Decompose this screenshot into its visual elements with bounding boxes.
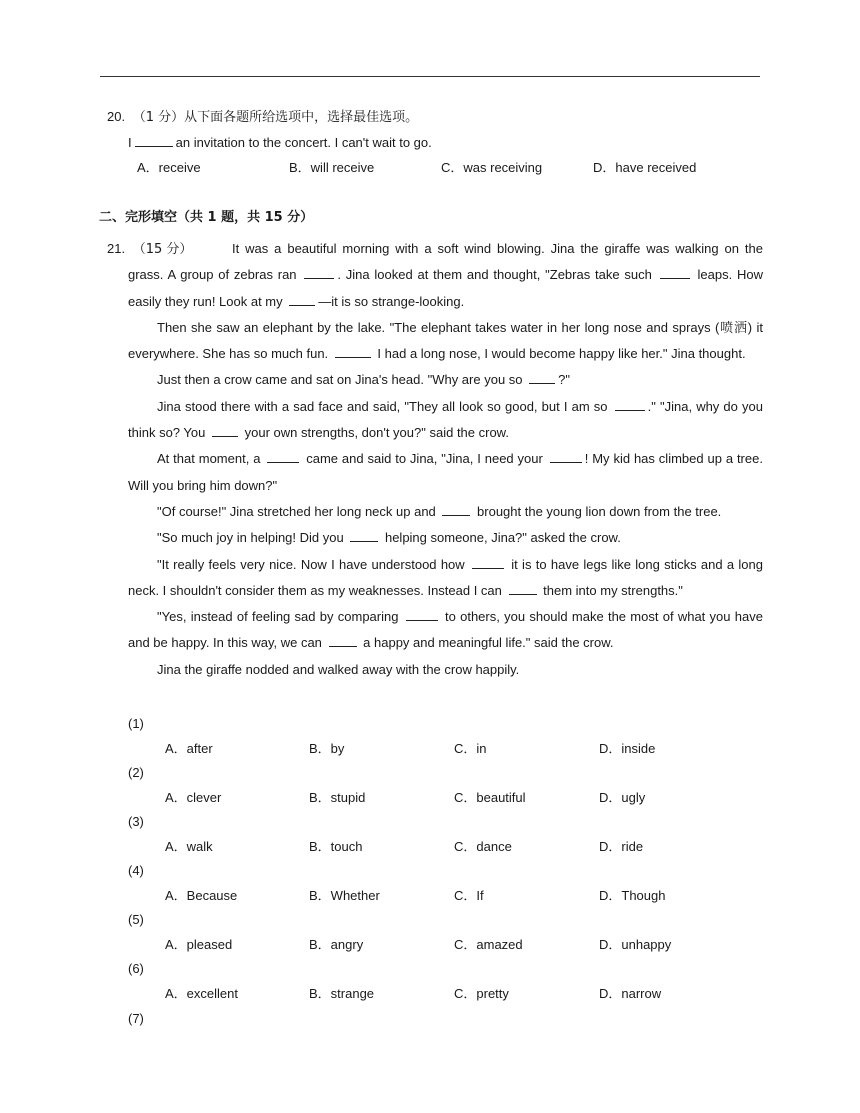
sq4-option-b[interactable]: B．Whether: [309, 888, 380, 903]
sq1-option-a[interactable]: A．after: [165, 741, 213, 756]
passage-text: Jina stood there with a sad face and said, "They all look so good, but I am so: [157, 398, 608, 414]
subquestion-label: (1): [128, 716, 144, 731]
sq2-option-d[interactable]: D．ugly: [599, 790, 646, 805]
header-divider: [100, 76, 760, 77]
passage-paragraph: [128, 394, 763, 447]
blank-7[interactable]: [212, 424, 238, 437]
option-d[interactable]: D．have received: [593, 160, 697, 175]
passage-paragraph: [128, 446, 763, 499]
passage-paragraph: [128, 525, 763, 551]
blank-13[interactable]: [509, 582, 537, 595]
question-20-header: [107, 108, 418, 127]
passage-text: ." "Jina, why do you think so? You: [128, 398, 763, 441]
sq3-option-c[interactable]: C．dance: [454, 839, 512, 854]
blank-14[interactable]: [406, 608, 438, 621]
passage-text: ?": [558, 372, 570, 388]
passage-paragraph: [128, 604, 763, 657]
blank-4[interactable]: [335, 345, 371, 358]
blank-6[interactable]: [615, 398, 645, 411]
sq4-option-d[interactable]: D．Though: [599, 888, 666, 903]
sq1-option-b[interactable]: B．by: [309, 741, 345, 756]
blank-10[interactable]: [442, 503, 470, 516]
question-points: （15 分）: [132, 242, 193, 257]
passage-text: . Jina looked at them and thought, "Zebras take such: [337, 267, 652, 283]
option-c[interactable]: C．was receiving: [441, 160, 543, 175]
sq5-option-a[interactable]: A．pleased: [165, 937, 233, 952]
sq5-option-c[interactable]: C．amazed: [454, 937, 523, 952]
sq2-option-a[interactable]: A．clever: [165, 790, 222, 805]
passage-text: I had a long nose, I would become happy like her." Jina thought.: [377, 346, 746, 362]
subquestion-label: (3): [128, 814, 144, 829]
blank-5[interactable]: [529, 371, 555, 384]
passage-paragraph: [128, 552, 763, 605]
passage-text: helping someone, Jina?" asked the crow.: [384, 530, 621, 546]
sq5-option-d[interactable]: D．unhappy: [599, 937, 672, 952]
question-instruction: 从下面各题所给选项中，选择最佳选项。: [184, 110, 419, 125]
answer-blank[interactable]: [135, 134, 173, 147]
passage-text: them into my strengths.": [543, 582, 683, 598]
sq6-option-b[interactable]: B．strange: [309, 986, 375, 1001]
blank-9[interactable]: [550, 450, 582, 463]
sq3-option-d[interactable]: D．ride: [599, 839, 644, 854]
passage-text: leaps. How easily they run! Look at my: [128, 267, 763, 309]
passage-text: "Of course!" Jina stretched her long neck up and: [157, 503, 436, 519]
sq4-option-c[interactable]: C．If: [454, 888, 484, 903]
passage-text: your own strengths, don't you?" said the crow.: [244, 425, 509, 441]
passage-text: Jina the giraffe nodded and walked away with the crow happily.: [157, 661, 520, 677]
subquestion-label: (5): [128, 912, 144, 927]
passage-text: "It really feels very nice. Now I have understood how: [157, 556, 465, 572]
passage-text: brought the young lion down from the tree.: [477, 503, 722, 519]
subquestion-label: (7): [128, 1011, 144, 1026]
sq3-option-a[interactable]: A．walk: [165, 839, 213, 854]
sq4-option-a[interactable]: A．Because: [165, 888, 238, 903]
option-a[interactable]: A．receive: [137, 160, 201, 175]
question-20-stem: [128, 134, 432, 152]
passage-text: —it is so strange-looking.: [318, 293, 465, 309]
subquestion-label: (6): [128, 961, 144, 976]
sq2-option-b[interactable]: B．stupid: [309, 790, 366, 805]
sq6-option-a[interactable]: A．excellent: [165, 986, 238, 1001]
blank-1[interactable]: [304, 266, 334, 279]
passage-paragraph: [128, 657, 763, 683]
stem-text: an invitation to the concert. I can't wait to go.: [175, 135, 432, 150]
passage-text: to others, you should make the most of what you have and be happy. In this way, we can: [128, 609, 763, 651]
blank-11[interactable]: [350, 529, 378, 542]
passage-text: ! My kid has climbed up a tree. Will you bring him down?": [128, 451, 763, 493]
passage-paragraph: [128, 499, 763, 525]
passage-text: a happy and meaningful life." said the crow.: [363, 635, 614, 651]
sq1-option-c[interactable]: C．in: [454, 741, 487, 756]
passage-text: At that moment, a: [157, 451, 261, 467]
sq6-option-d[interactable]: D．narrow: [599, 986, 662, 1001]
subquestion-label: (4): [128, 863, 144, 878]
sq1-option-d[interactable]: D．inside: [599, 741, 656, 756]
blank-2[interactable]: [660, 266, 690, 279]
question-points: （1 分）: [132, 110, 185, 125]
subquestion-label: (2): [128, 765, 144, 780]
passage-text: "Yes, instead of feeling sad by comparing: [157, 609, 399, 625]
passage-text: "So much joy in helping! Did you: [157, 530, 344, 546]
blank-12[interactable]: [472, 556, 504, 569]
question-number: 20.: [107, 109, 126, 124]
section-title: 二、完形填空（共 1 题，共 15 分）: [99, 210, 314, 225]
stem-text: I: [128, 135, 132, 150]
passage-paragraph: [128, 315, 763, 368]
question-number: 21.: [107, 241, 126, 256]
sq5-option-b[interactable]: B．angry: [309, 937, 364, 952]
sq3-option-b[interactable]: B．touch: [309, 839, 363, 854]
option-b[interactable]: B．will receive: [289, 160, 375, 175]
passage-text: came and said to Jina, "Jina, I need your: [306, 451, 543, 467]
passage-paragraph: [128, 367, 763, 393]
passage-text: Just then a crow came and sat on Jina's head. "Why are you so: [157, 372, 523, 388]
sq2-option-c[interactable]: C．beautiful: [454, 790, 526, 805]
sq6-option-c[interactable]: C．pretty: [454, 986, 509, 1001]
cloze-passage: [128, 236, 763, 683]
blank-8[interactable]: [267, 450, 299, 463]
passage-text: Then she saw an elephant by the lake. "The elephant takes water in her long nose and sprays (喷洒) it everywhere. She has so much fun.: [128, 319, 763, 362]
blank-15[interactable]: [329, 634, 357, 647]
blank-3[interactable]: [289, 293, 315, 306]
passage-paragraph: [128, 236, 763, 315]
passage-text: it is to have legs like long sticks and a long neck. I shouldn't consider them as my weaknesses. Instead I can: [128, 556, 763, 598]
passage-text: It was a beautiful morning with a soft wind blowing. Jina the giraffe was walking on the grass. A group of zebras ran: [128, 241, 763, 283]
